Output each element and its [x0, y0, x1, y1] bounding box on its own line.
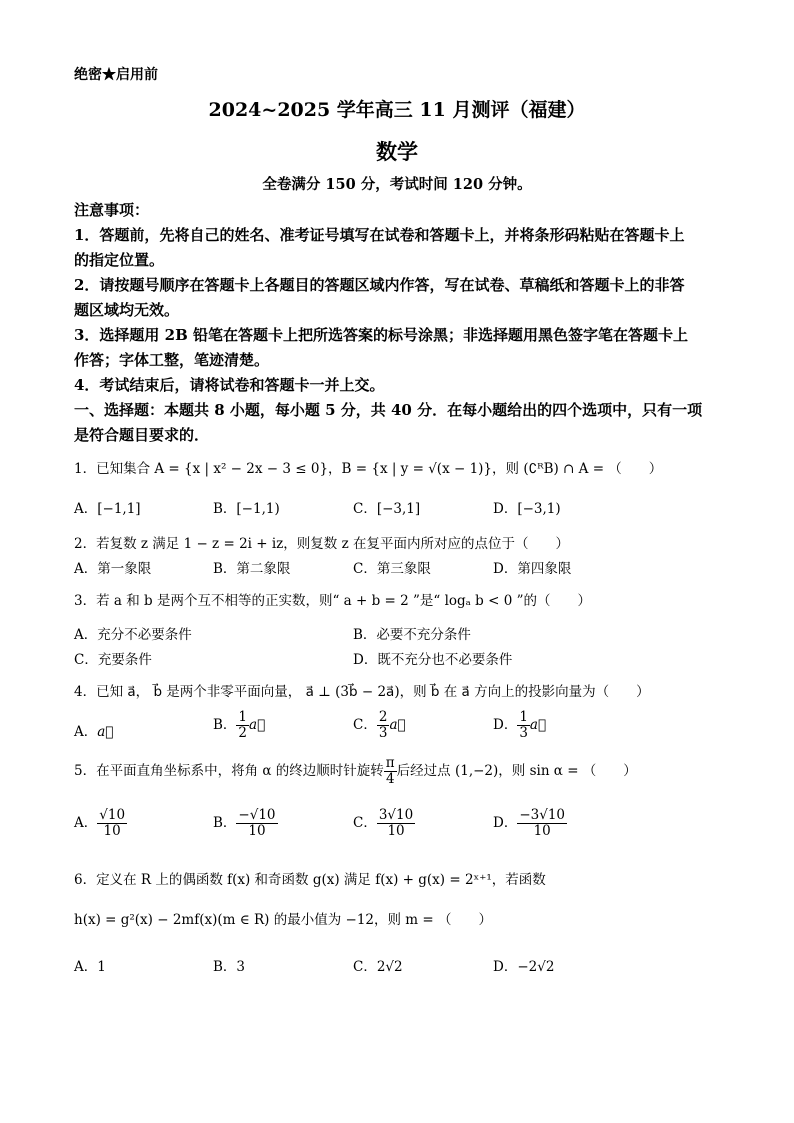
question-6-stem-line1: 6．定义在 R 上的偶函数 f(x) 和奇函数 g(x) 满足 f(x) + g(x) = 2ˣ⁺¹，若函数: [74, 872, 546, 888]
notice-line: 题区域均无效。: [74, 301, 180, 319]
q1-option-b: B．[−1,1): [213, 501, 280, 517]
notice-line: 1．答题前，先将自己的姓名、准考证号填写在试卷和答题卡上，并将条形码粘贴在答题卡上: [74, 226, 685, 244]
q6-option-d: D．−2√2: [493, 959, 555, 975]
question-3-stem: 3．若 a 和 b 是两个互不相等的正实数，则“ a + b = 2 ”是“ logₐ b < 0 ”的（ ）: [74, 593, 591, 609]
notice-line: 的指定位置。: [74, 251, 165, 269]
notice-line: 3．选择题用 2B 铅笔在答题卡上把所选答案的标号涂黑；非选择题用黑色签字笔在答题卡上: [74, 326, 689, 344]
question-1-stem: 1．已知集合 A = {x | x² − 2x − 3 ≤ 0}，B = {x | y = √(x − 1)}，则 (∁ᴿB) ∩ A = （ ）: [74, 461, 663, 477]
section-heading: 是符合题目要求的．: [74, 426, 210, 444]
notice-line: 4．考试结束后，请将试卷和答题卡一并上交。: [74, 376, 385, 394]
q2-option-c: C．第三象限: [353, 561, 431, 577]
confidential-mark: 绝密★启用前: [74, 67, 158, 83]
notice-line: 作答；字体工整，笔迹清楚。: [74, 351, 270, 369]
section-heading: 一、选择题：本题共 8 小题，每小题 5 分，共 40 分．在每小题给出的四个选项中，只有一项: [74, 401, 703, 419]
q5-option-a: A． $\frac{√10}{10}$: [74, 807, 126, 839]
q5-option-b: B． $\frac{-√10}{10}$: [213, 807, 276, 839]
q3-option-d: D．既不充分也不必要条件: [353, 652, 513, 668]
q6-option-c: C．2√2: [353, 959, 403, 975]
q5-option-d: D． $\frac{-3√10}{10}$: [493, 807, 566, 839]
q4-option-a: A．a⃗: [74, 724, 114, 740]
q3-option-a: A．充分不必要条件: [74, 627, 192, 643]
q4-option-b: B． $\frac{1}{2}$ a⃗: [213, 709, 266, 741]
score-time-info: 全卷满分 150 分，考试时间 120 分钟。: [262, 176, 532, 193]
q4-option-c: C． $\frac{2}{3}$ a⃗: [353, 709, 406, 741]
notice-heading: 注意事项：: [74, 201, 150, 219]
q2-option-d: D．第四象限: [493, 561, 572, 577]
q5-option-c: C． $\frac{3√10}{10}$: [353, 807, 414, 839]
question-6-stem-line2: h(x) = g²(x) − 2mf(x)(m ∈ R) 的最小值为 −12，则 m = （ ）: [74, 912, 492, 928]
question-4-stem: 4．已知 a⃗， b⃗ 是两个非零平面向量， a⃗ ⊥ (3b⃗ − 2a⃗)，则 b⃗ 在 a⃗ 方向上的投影向量为（ ）: [74, 684, 650, 700]
q2-option-a: A．第一象限: [74, 561, 152, 577]
q6-option-a: A．1: [74, 959, 106, 975]
q2-option-b: B．第二象限: [213, 561, 291, 577]
q3-option-c: C．充要条件: [74, 652, 152, 668]
q4-option-d: D． $\frac{1}{3}$ a⃗: [493, 709, 547, 741]
subject-title: 数学: [376, 139, 418, 164]
question-5-stem: 5．在平面直角坐标系中，将角 α 的终边顺时针旋转 $\frac{\pi}{4}$ 后经过点 (1,−2)，则 sin α = （ ）: [74, 755, 637, 787]
q3-option-b: B．必要不充分条件: [353, 627, 471, 643]
exam-title: 2024~2025 学年高三 11 月测评（福建）: [208, 99, 586, 121]
q1-option-d: D．[−3,1): [493, 501, 561, 517]
q1-option-c: C．[−3,1]: [353, 501, 421, 517]
question-2-stem: 2．若复数 z 满足 1 − z = 2i + iz，则复数 z 在复平面内所对应的点位于（ ）: [74, 536, 569, 552]
q6-option-b: B．3: [213, 959, 246, 975]
q1-option-a: A．[−1,1]: [74, 501, 141, 517]
notice-line: 2．请按题号顺序在答题卡上各题目的答题区域内作答，写在试卷、草稿纸和答题卡上的非答: [74, 276, 685, 294]
